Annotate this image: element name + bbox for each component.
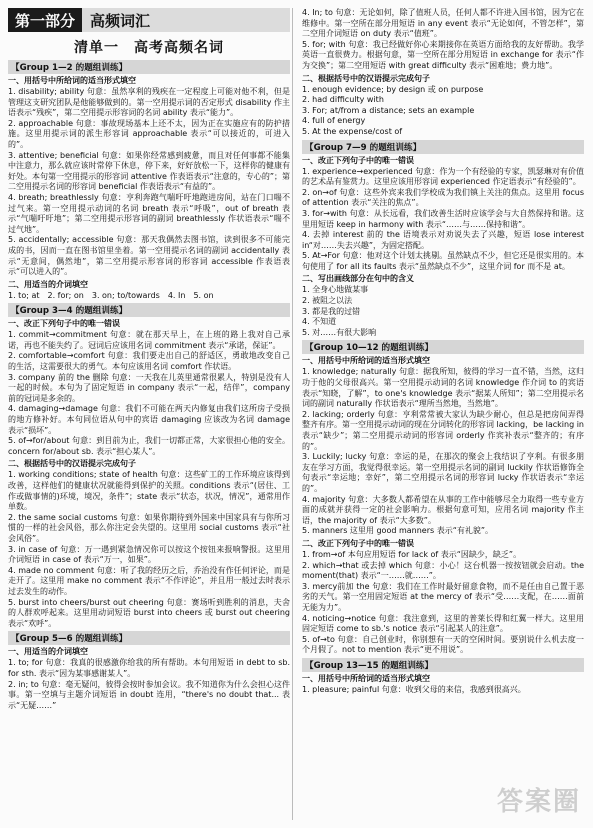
answer-item: 5. for; with 句意：我已经做好你心来期接你在英语方面给我的友好帮助。我学英语一直很费力。根据句意，第一空所在部分用短语 in exchange for 表示“作为交换”；第二空用短语 with great difficulty 表示“困难地；费力地”。	[302, 39, 584, 70]
answer-item: 5. of→to 句意：自己创业时，你别想有一天的空闲时间。要别说什么机去度一个月假了。not to mention 表示“更不用说”。	[302, 634, 584, 655]
group-heading: 【Group 10—12 的题组训练】	[302, 340, 584, 354]
answer-item: 5. At the expense/cost of	[302, 126, 403, 136]
list-title: 清单一 高考高频名词	[74, 40, 224, 56]
answer-item: 4. majority 句意：大多数人都希望在从事的工作中能够尽全力取得一些专业方面的成就并获得一定的社会影响力。根据句意可知，应用名词 majority 作主语，the majority of 表示“大多数”。	[302, 494, 584, 525]
section-header	[8, 8, 290, 32]
answer-item: 4. 不知道	[302, 317, 337, 327]
right-body	[302, 8, 584, 695]
section-title: 高频词汇	[82, 8, 290, 32]
answer-item: 2. 被阻之以法	[302, 296, 353, 306]
answer-item: 5. At→For 句意：他对这个计划太挑剔。虽然缺点不少，但它还是很实用的。本句使用了 for all its faults 表示“虽然缺点不少”，这里介词 for 而不是 at。	[302, 251, 584, 271]
answer-item: 3. mercy前加 the 句意：我们在工作时最好留意食物，而不是任由自己置于恶劣的天气。第一空用固定短语 at the mercy of 表示“受……支配，在……面前无能为力”。	[302, 581, 584, 612]
exercise-heading: 二、写出画线部分在句中的含义	[302, 274, 414, 284]
answer-item: 4. 去掉 interest 前的 the 语境表示对劝说失去了兴趣，短语 lose interest in“对……失去兴趣”，为固定搭配。	[302, 230, 584, 250]
answer-item: 5. burst into cheers/burst out cheering 句意：赛场听到胜利的消息，夫舍的人群欢呼起来。这里用动词短语 burst into cheers 或 burst out cheering 表示“欢呼”。	[8, 597, 290, 628]
answer-item: 5. manners 这里用 good manners 表示“有礼貌”。	[302, 526, 494, 536]
answer-item: 4. made no comment 句意：听了我的经历之后，乔治没有作任何评论，而是走开了。这里用 make no comment 表示“不作评论”，并且用一般过去时表示过去发生的动作。	[8, 565, 290, 596]
answer-item: 1. commit→commitment 句意：就在那天早上，在上班的路上我对自己承诺，再也不能失约了。冠词后应该用名词 commitment 表示“承诺，保证”。	[8, 330, 290, 350]
answer-item: 4. damaging→damage 句意：我们不可能在两天内修复由我们这所房子受损的地方修补好。本句同位语从句中的宾语 damaging 应该改为名词 damage 表示“损坏”。	[8, 404, 290, 435]
answer-item: 1. from→of 本句应用短语 for lack of 表示“因缺少，缺乏”。	[302, 549, 522, 559]
exercise-heading: 一、改正下列句子中的唯一错误	[8, 319, 120, 329]
answer-item: 1. experience→experienced 句意：作为一个有经验的专家，凯瑟琳对有价值的艺术品有鉴赏力。这里应该用形容词 experienced 作定语表示“有经验的”。	[302, 166, 584, 187]
answer-item: 5. 对……有很大影响	[302, 327, 377, 337]
group-heading: 【Group 3—4 的题组训练】	[8, 303, 290, 317]
exercise-heading: 一、用括号中所给词的适当形式填空	[302, 673, 430, 683]
answer-item: 3. company 前的 the 删除 句意：一天我在儿英里通常很累人，特别是没有人一起的时候。本句为了固定短语 in company 表示“一起，结伴”，company 前的冠词是多余的。	[8, 372, 290, 403]
answer-item: 5. accidentally; accessible 句意：那天我偶然去图书馆，读到很多不可能完成的书，因而一直在图书馆里坐着。第一空用提示名词的副词 accidentally 表示“无意间，偶然地”，第二空用提示形容词的形容词 accessible 作表语表示“可以进入的”。	[8, 235, 290, 277]
answer-item: 1. to; at 2. for; on 3. on; to/towards 4. In 5. on	[8, 290, 214, 300]
answer-item: 2. had difficulty with	[302, 95, 384, 105]
exercise-heading: 一、用括号中所给词的适当形式填空	[8, 76, 136, 85]
part-label: 第一部分	[8, 8, 82, 32]
left-column	[8, 8, 290, 711]
answer-item: 2. approachable 句意：事故现场基本上还不太，因为正在实施应有的防护措施。这里用提示词的派生形容词 approachable 表示“可以接近的，可进入的”。	[8, 118, 290, 149]
answer-item: 2. on→of 句意：这些外宾来我们学校成为我们镇上关注的焦点。这里用 focus of attention 表示“关注的焦点”。	[302, 187, 584, 208]
column-divider	[292, 8, 293, 820]
answer-item: 3. For; at/from a distance; sets an example	[302, 105, 475, 115]
answer-item: 1. to; for 句意：我真的很感激你给我的所有帮助。本句用短语 in debt to sb. for sth. 表示“因为某事感谢某人”。	[8, 658, 290, 678]
watermark-logo: 答案圈	[496, 787, 581, 817]
exercise-heading: 二、用适当的介词填空	[8, 279, 88, 289]
exercise-heading: 二、改正下列句子中的唯一错误	[302, 538, 414, 548]
answer-item: 2. which→that 或去掉 which 句意：小心！这台机器一按按钮就会启动。the moment(that) 表示“一……就……”。	[302, 560, 584, 581]
left-body	[8, 60, 290, 711]
answer-item: 2. the same social customs 句意：如果你期待到外国来中国家具有与你所习惯的一样的社会风俗，那么你注定会失望的。这里用 social customs 表示“社会风俗”。	[8, 512, 290, 543]
answer-item: 1. pleasure; painful 句意：收到父母的来信，我感到很高兴。	[302, 684, 526, 694]
exercise-heading: 一、用括号中所给词的适当形式填空	[302, 356, 430, 366]
group-heading: 【Group 1—2 的题组训练】	[8, 60, 290, 74]
answer-item: 4. noticing→notice 句意：我注意到，这里的普莱长得和红翼一样大。这里用固定短语 come to sb.'s notice 表示“引起某人的注意”。	[302, 613, 584, 634]
group-heading: 【Group 5—6 的题组训练】	[8, 631, 290, 645]
answer-item: 4. full of energy	[302, 116, 366, 126]
answer-item: 1. disability; ability 句意：虽然享利的残疾在一定程度上可能对他不利，但是管理这支研究团队是他能够做到的。第一空用提示词的否定形式 disability 作主语表示“残疾”，第二空用提示形容词的名词 ability 表示“能力”。	[8, 87, 290, 118]
answer-item: 2. comfortable→comfort 句意：我们要走出自己的舒适区，勇敢地改变自己的生活，这需要很大的勇气。本句应该用名词 comfort 作状语。	[8, 351, 290, 372]
answer-item: 3. Luckily; lucky 句意：幸运的是，在那次的聚会上我结识了亨利。有很多朋友在学习方面，我觉得很幸运。第一空用提示名词的副词 luckily 作状语修饰全句表示“幸运地；幸好”，第二空用提示名词的形容词 lucky 作状语表示“幸运的”。	[302, 452, 584, 493]
answer-item: 1. enough evidence; by design 或 on purpose	[302, 84, 484, 94]
answer-item: 3. for→with 句意：从长远看，我们改善生活时应该学会与大自然保持和谐。这里用短语 keep in harmony with 表示“……与……保持和谐”。	[302, 208, 584, 229]
answer-item: 3. attentive; beneficial 句意：如果你经常感到疲惫，而且对任何事都不能集中注意力，那么就应该时常停下休息，停下来，好好放松一下，这样你的健康有好处。本句第一空用提示的形容词 attentive 作表语表示“注意的，专心的”；第二空用提示名词的形容词 beneficial 作表语表示“有益的”。	[8, 150, 290, 192]
answer-item: 4. breath; breathlessly 句意：亨利奔跑气喘吁吁地跑进房间，站在门口喘不过气来。第一空用提示动词的名词 breath 表示“呼吸”，out of breath 表示“气喘吁吁地”；第二空用提示形容词的副词 breathlessly 作状语表示“喘不过气地”。	[8, 192, 290, 234]
exercise-heading: 一、改正下列句子中的唯一错误	[302, 155, 414, 165]
group-heading: 【Group 13—15 的题组训练】	[302, 658, 584, 672]
exercise-heading: 二、根据括号中的汉语提示完成句子	[8, 459, 136, 469]
answer-item: 5. of→for/about 句意：到目前为止，我们一切都正常，大家很担心他的安全。concern for/about sb. 表示“担心某人”。	[8, 436, 290, 456]
answer-item: 3. 都是我的过错	[302, 306, 361, 316]
right-column	[302, 8, 584, 695]
answer-item: 1. working conditions; state of health 句意：这些矿工的工作环境应该得到改善，这样他们的健康状况就能得到保护的关照。conditions 表示“(居住、工作或做事情的)环境，境况，条件”；state 表示“状态，状况，情况”，通常用作单数。	[8, 470, 290, 512]
answer-item: 2. in; to 句意：毫无疑问，彼得会按时参加会议。我不知道你为什么会担心这件事。第一空填与主题介词短语 in doubt 连用，“there's no doubt that... 表示“无疑……”	[8, 679, 290, 710]
exercise-heading: 二、根据括号中的汉语提示完成句子	[302, 73, 430, 83]
answer-item: 3. in case of 句意：万一遇到紧急情况你可以按这个按钮来报响警报。这里用介词短语 in case of 表示“万一，如果”。	[8, 544, 290, 565]
answer-item: 4. In; to 句意：无论如何，除了值班人员，任何人都不许进入国书馆，因为它在维修中。第一空所在部分用短语 in any event 表示“无论如何，不管怎样”，第二空用介词短语 on duty 表示“值班”。	[302, 8, 584, 39]
answer-item: 1. knowledge; naturally 句意：据我所知，彼得的学习一直不错，当然，这归功于他的父母很高兴。第一空用提示动词的名词 knowledge 作介词 to 的宾语表示“知晓，了解”，to one's knowledge 表示“据某人所知”；第二空用提示名词的副词 naturally 作状语表示“理所当然地，当然地”。	[302, 367, 584, 409]
answer-item: 1. 全身心地做某事	[302, 285, 369, 295]
exercise-heading: 一、用适当的介词填空	[8, 647, 88, 657]
group-heading: 【Group 7—9 的题组训练】	[302, 140, 584, 154]
answer-item: 2. lacking; orderly 句意：亨利常常被大家认为缺少耐心，但总是把房间弄得整齐有序。第一空用提示动词的现在分词转化的形容词 lacking，be lacking in 表示“缺少”；第二空用提示动词的形容词 orderly 作宾补表示“整齐的；有序的”。	[302, 409, 584, 451]
